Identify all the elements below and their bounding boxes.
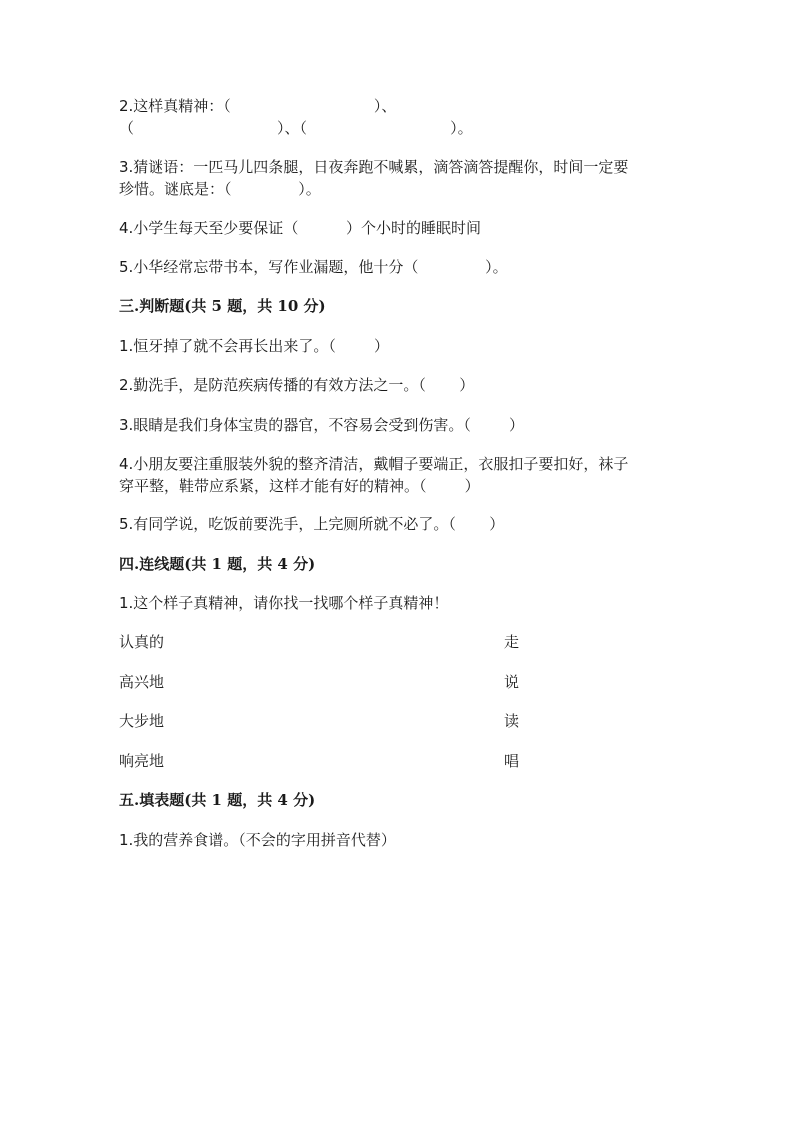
match-left-item: 认真的 — [119, 633, 165, 651]
match-right-item: 读 — [504, 712, 520, 730]
match-q1: 1.这个样子真精神，请你找一找哪个样子真精神！ — [119, 594, 449, 612]
judge-q4-line1: 4.小朋友要注重服装外貌的整齐清洁，戴帽子要端正，衣服扣子要扣好，袜子 — [119, 455, 629, 473]
match-right-item: 说 — [504, 673, 520, 691]
table-q1: 1.我的营养食谱。（不会的字用拼音代替） — [119, 831, 396, 849]
judge-q2: 2.勤洗手，是防范疾病传播的有效方法之一。（ ） — [119, 376, 475, 394]
match-right-item: 唱 — [504, 752, 520, 770]
match-left-item: 高兴地 — [119, 673, 165, 691]
judge-q1: 1.恒牙掉了就不会再长出来了。（ ） — [119, 337, 389, 355]
section5-heading: 五.填表题(共 1 题，共 4 分) — [119, 791, 316, 809]
fill-blank-q2-line2: （ ）、（ ）。 — [119, 119, 473, 137]
fill-blank-q3-line2: 珍惜。谜底是：（ ）。 — [119, 180, 321, 198]
match-right-item: 走 — [504, 633, 520, 651]
match-left-item: 大步地 — [119, 712, 165, 730]
match-left-item: 响亮地 — [119, 752, 165, 770]
fill-blank-q4: 4.小学生每天至少要保证（ ）个小时的睡眠时间 — [119, 219, 481, 237]
judge-q5: 5.有同学说，吃饭前要洗手，上完厕所就不必了。（ ） — [119, 515, 505, 533]
section4-heading: 四.连线题(共 1 题，共 4 分) — [119, 555, 316, 573]
fill-blank-q5: 5.小华经常忘带书本，写作业漏题，他十分（ ）。 — [119, 258, 508, 276]
fill-blank-q3-line1: 3.猜谜语：一匹马儿四条腿，日夜奔跑不喊累，滴答滴答提醒你，时间一定要 — [119, 158, 629, 176]
judge-q3: 3.眼睛是我们身体宝贵的器官，不容易会受到伤害。（ ） — [119, 416, 524, 434]
fill-blank-q2-line1: 2.这样真精神：（ ）、 — [119, 97, 397, 115]
judge-q4-line2: 穿平整，鞋带应系紧，这样才能有好的精神。（ ） — [119, 477, 480, 495]
section3-heading: 三.判断题(共 5 题，共 10 分) — [119, 297, 326, 315]
